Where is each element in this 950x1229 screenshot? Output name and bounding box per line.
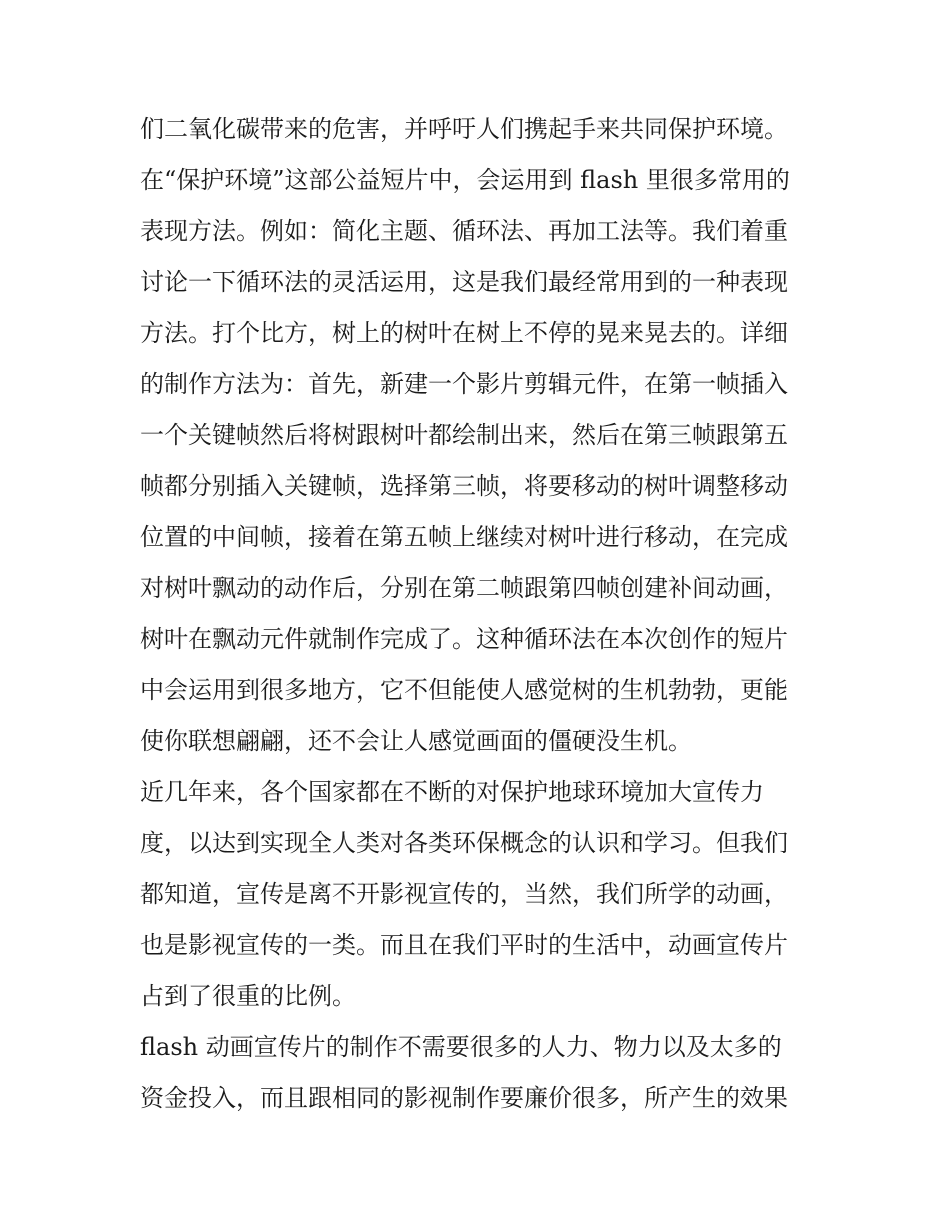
text-line: 也是影视宣传的一类。而且在我们平时的生活中，动画宣传片 (140, 931, 788, 959)
text-line: 表现方法。例如：简化主题、循环法、再加工法等。我们着重 (140, 217, 788, 245)
text-line: flash 动画宣传片的制作不需要很多的人力、物力以及太多的 (140, 1033, 782, 1061)
text-line: 中会运用到很多地方，它不但能使人感觉树的生机勃勃，更能 (140, 676, 788, 704)
text-line: 在“保护环境”这部公益短片中，会运用到 flash 里很多常用的 (140, 166, 790, 194)
body-text (140, 104, 820, 1124)
text-line: 资金投入，而且跟相同的影视制作要廉价很多，所产生的效果 (140, 1084, 788, 1112)
text-line: 的制作方法为：首先，新建一个影片剪辑元件，在第一帧插入 (140, 370, 788, 398)
text-line: 使你联想翩翩，还不会让人感觉画面的僵硬没生机。 (140, 727, 692, 755)
text-line: 度，以达到实现全人类对各类环保概念的认识和学习。但我们 (140, 829, 788, 857)
text-line: 一个关键帧然后将树跟树叶都绘制出来，然后在第三帧跟第五 (140, 421, 788, 449)
text-line: 讨论一下循环法的灵活运用，这是我们最经常用到的一种表现 (140, 268, 788, 296)
text-line: 对树叶飘动的动作后，分别在第二帧跟第四帧创建补间动画， (140, 574, 788, 602)
text-line: 们二氧化碳带来的危害，并呼吁人们携起手来共同保护环境。 (140, 115, 788, 143)
text-line: 都知道，宣传是离不开影视宣传的，当然，我们所学的动画， (140, 880, 788, 908)
text-line: 方法。打个比方，树上的树叶在树上不停的晃来晃去的。详细 (140, 319, 788, 347)
text-line: 帧都分别插入关键帧，选择第三帧，将要移动的树叶调整移动 (140, 472, 788, 500)
text-line: 近几年来，各个国家都在不断的对保护地球环境加大宣传力 (140, 778, 764, 806)
text-line: 树叶在飘动元件就制作完成了。这种循环法在本次创作的短片 (140, 625, 788, 653)
text-line: 占到了很重的比例。 (140, 982, 356, 1010)
text-line: 位置的中间帧，接着在第五帧上继续对树叶进行移动，在完成 (140, 523, 788, 551)
